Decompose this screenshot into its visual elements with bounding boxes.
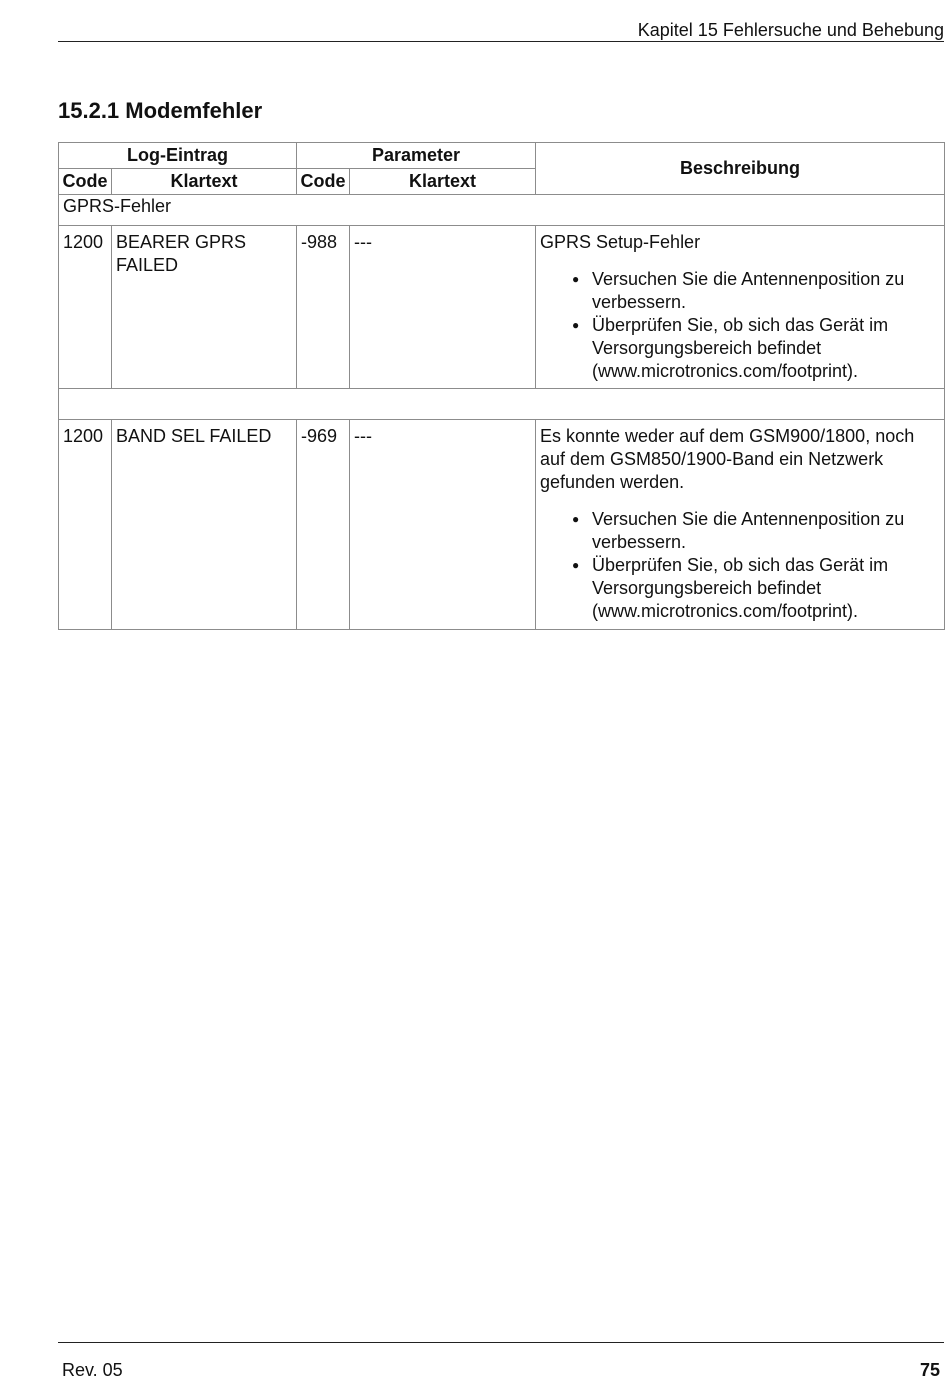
description-header: Beschreibung: [536, 143, 945, 195]
table-group-header-row: [59, 143, 945, 169]
log-text-cell: BAND SEL FAILED: [112, 420, 297, 630]
table-row: [59, 420, 945, 630]
param-code-header: Code: [297, 169, 350, 195]
log-text-header: Klartext: [112, 169, 297, 195]
list-item: [572, 554, 940, 623]
bullet-icon: ●: [572, 318, 580, 332]
log-text-cell: BEARER GPRS FAILED: [112, 226, 297, 389]
hint-list: [540, 508, 940, 623]
running-header: Kapitel 15 Fehlersuche und Behebung: [637, 20, 944, 40]
description-cell: [536, 420, 945, 630]
param-text-cell: ---: [350, 226, 536, 389]
spacer-cell: [59, 389, 945, 420]
param-text-cell: ---: [350, 420, 536, 630]
spacer-row: [59, 389, 945, 420]
hint-text: Überprüfen Sie, ob sich das Gerät im Versorgungsbereich befindet (www.microtronics.com/footprint).: [592, 555, 889, 621]
header-rule: [58, 41, 944, 42]
param-code-cell: -988: [297, 226, 350, 389]
description-text: Es konnte weder auf dem GSM900/1800, noch auf dem GSM850/1900-Band ein Netzwerk gefunden werden.: [540, 426, 915, 492]
table-row: [59, 226, 945, 389]
param-code-cell: -969: [297, 420, 350, 630]
list-item: [572, 268, 940, 314]
description-text: GPRS Setup-Fehler: [540, 232, 701, 252]
bullet-icon: ●: [572, 272, 580, 286]
bullet-icon: ●: [572, 558, 580, 572]
list-item: [572, 508, 940, 554]
log-code-cell: 1200: [59, 420, 112, 630]
revision-label: Rev. 05: [62, 1360, 123, 1380]
group-label: GPRS-Fehler: [59, 195, 945, 226]
modem-error-table: [58, 142, 945, 630]
param-text-header: Klartext: [350, 169, 536, 195]
page-number: 75: [919, 1360, 940, 1380]
group-row: [59, 195, 945, 226]
parameter-header: Parameter: [297, 143, 536, 169]
hint-text: Überprüfen Sie, ob sich das Gerät im Versorgungsbereich befindet (www.microtronics.com/footprint).: [592, 315, 889, 381]
section-title: 15.2.1 Modemfehler: [58, 98, 263, 123]
hint-text: Versuchen Sie die Antennenposition zu verbessern.: [592, 509, 905, 552]
log-code-cell: 1200: [59, 226, 112, 389]
log-entry-header: Log-Eintrag: [59, 143, 297, 169]
hint-list: [540, 268, 940, 383]
footer-rule: [58, 1342, 944, 1343]
log-code-header: Code: [59, 169, 112, 195]
description-cell: [536, 226, 945, 389]
list-item: [572, 314, 940, 383]
bullet-icon: ●: [572, 512, 580, 526]
hint-text: Versuchen Sie die Antennenposition zu verbessern.: [592, 269, 905, 312]
